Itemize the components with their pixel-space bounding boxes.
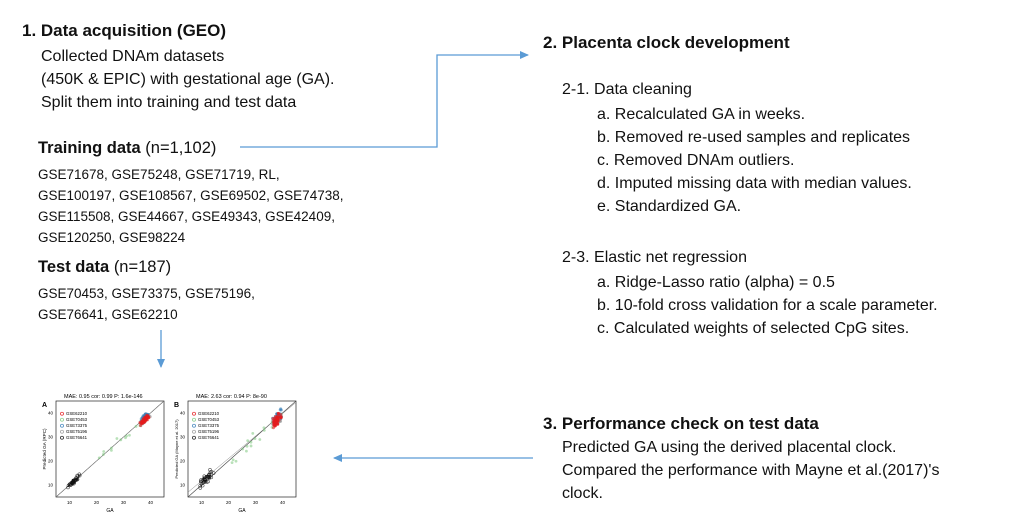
data-point (258, 438, 261, 441)
legend-marker (193, 430, 196, 433)
section1-desc-line: (450K & EPIC) with gestational age (GA). (41, 71, 335, 88)
data-point (263, 429, 266, 432)
section1-desc-line: Collected DNAm datasets (41, 48, 225, 65)
data-point (250, 445, 253, 448)
legend-label: GSE70453 (198, 417, 220, 422)
legend-marker (61, 418, 64, 421)
x-tick-label: 20 (93, 500, 100, 505)
legend-label: GSE73375 (66, 423, 88, 428)
y-tick-label: 10 (47, 482, 53, 488)
y-tick-label: 30 (47, 434, 53, 440)
x-tick-label: 10 (198, 500, 205, 505)
data-point (263, 426, 266, 429)
data-point (246, 445, 249, 448)
legend-label: GSE76641 (66, 435, 88, 440)
data-point (276, 418, 279, 421)
training-ids-line: GSE100197, GSE108567, GSE69502, GSE74738, (38, 188, 344, 203)
data-point (232, 458, 235, 461)
data-cleaning-item: b. Removed re-used samples and replicates (597, 129, 911, 146)
data-point (279, 408, 282, 411)
x-tick-label: 40 (147, 500, 154, 505)
data-point (251, 432, 254, 435)
data-point (279, 416, 282, 419)
legend-marker (61, 430, 64, 433)
legend-label: GSE75196 (198, 429, 220, 434)
plot-b-header: MAE: 2.63 cor: 0.94 P: 8e-90 (196, 394, 267, 400)
data-cleaning-item: e. Standardized GA. (597, 198, 742, 215)
panel-label-a: A (42, 402, 48, 409)
elastic-net-item: b. 10-fold cross validation for a scale parameter. (597, 297, 938, 314)
section2-title: 2. Placenta clock development (543, 33, 790, 52)
data-point (116, 437, 119, 440)
training-ids-line: GSE71678, GSE75248, GSE71719, RL, (38, 167, 280, 182)
data-cleaning-title: 2-1. Data cleaning (562, 81, 692, 98)
elastic-net-item: c. Calculated weights of selected CpG sites. (597, 320, 910, 337)
data-point (271, 417, 274, 420)
test-ids-line: GSE76641, GSE62210 (38, 307, 178, 322)
legend-label: GSE70453 (66, 417, 88, 422)
x-tick-label: 40 (279, 500, 286, 505)
data-point (277, 412, 280, 415)
legend-marker (193, 412, 196, 415)
x-tick-label: 30 (120, 500, 127, 505)
section1-desc-line: Split them into training and test data (41, 94, 297, 111)
data-point (250, 441, 253, 444)
plot-a-header: MAE: 0.95 cor: 0.99 P: 1.6e-146 (64, 394, 143, 400)
data-cleaning-item: a. Recalculated GA in weeks. (597, 106, 806, 123)
data-point (139, 424, 142, 427)
elastic-net-item: a. Ridge-Lasso ratio (alpha) = 0.5 (597, 274, 835, 291)
y-tick-label: 40 (47, 410, 53, 416)
data-cleaning-item: d. Imputed missing data with median values. (597, 175, 912, 192)
data-point (102, 453, 105, 456)
legend-label: GSE73375 (198, 423, 220, 428)
scatter-plot-b (170, 385, 305, 515)
section3-line: Predicted GA using the derived placental clock. (562, 439, 897, 456)
y-tick-label: 20 (179, 458, 185, 464)
test-data-count: (n=187) (113, 258, 172, 276)
y-tick-label: 30 (179, 434, 185, 440)
data-point (246, 439, 249, 442)
legend-label: GSE76641 (198, 435, 220, 440)
x-tick-label: 10 (66, 500, 73, 505)
data-point (128, 434, 131, 437)
legend-marker (193, 424, 196, 427)
data-cleaning-item: c. Removed DNAm outliers. (597, 152, 795, 169)
training-data-count: (n=1,102) (145, 139, 217, 157)
section3-line: clock. (562, 485, 603, 502)
scatter-plot-a (38, 385, 173, 515)
panel-label-b: B (174, 402, 180, 409)
data-point (235, 460, 238, 463)
data-point (241, 448, 244, 451)
data-point (125, 435, 128, 438)
plot-b-xlabel: GA (238, 508, 246, 514)
elastic-net-title: 2-3. Elastic net regression (562, 249, 747, 266)
legend-marker (193, 436, 196, 439)
arrow-training-to-clock (240, 55, 528, 147)
data-point (245, 450, 248, 453)
training-ids-line: GSE115508, GSE44667, GSE49343, GSE42409, (38, 209, 335, 224)
y-tick-label: 40 (179, 410, 185, 416)
x-tick-label: 20 (225, 500, 232, 505)
legend-marker (61, 412, 64, 415)
x-tick-label: 30 (252, 500, 259, 505)
test-data-label: Test data (38, 258, 110, 276)
data-point (102, 450, 105, 453)
training-ids-line: GSE120250, GSE98224 (38, 230, 186, 245)
legend-label: GSE62210 (66, 411, 88, 416)
data-point (231, 461, 234, 464)
y-tick-label: 10 (179, 482, 185, 488)
test-ids-line: GSE70453, GSE73375, GSE75196, (38, 286, 255, 301)
data-point (110, 447, 113, 450)
plot-b-ylabel: Predicted GA (Mayne et al. 2017) (174, 419, 179, 479)
y-tick-label: 20 (47, 458, 53, 464)
data-point (273, 425, 276, 428)
section3-line: Compared the performance with Mayne et al.(2017)'s (562, 462, 940, 479)
legend-label: GSE62210 (198, 411, 220, 416)
legend-marker (61, 436, 64, 439)
data-point (141, 421, 144, 424)
data-point (144, 418, 147, 421)
legend-marker (193, 418, 196, 421)
plot-a-ylabel: Predicted GA (RPC) (42, 428, 47, 470)
legend-label: GSE75196 (66, 429, 88, 434)
legend-marker (61, 424, 64, 427)
training-data-label: Training data (38, 139, 141, 157)
section1-title: 1. Data acquisition (GEO) (22, 21, 227, 40)
data-point (254, 437, 257, 440)
data-point (119, 438, 122, 441)
data-point (98, 456, 101, 459)
plot-a-xlabel: GA (106, 508, 114, 514)
data-point (135, 425, 138, 428)
section3-title: 3. Performance check on test data (543, 414, 819, 433)
